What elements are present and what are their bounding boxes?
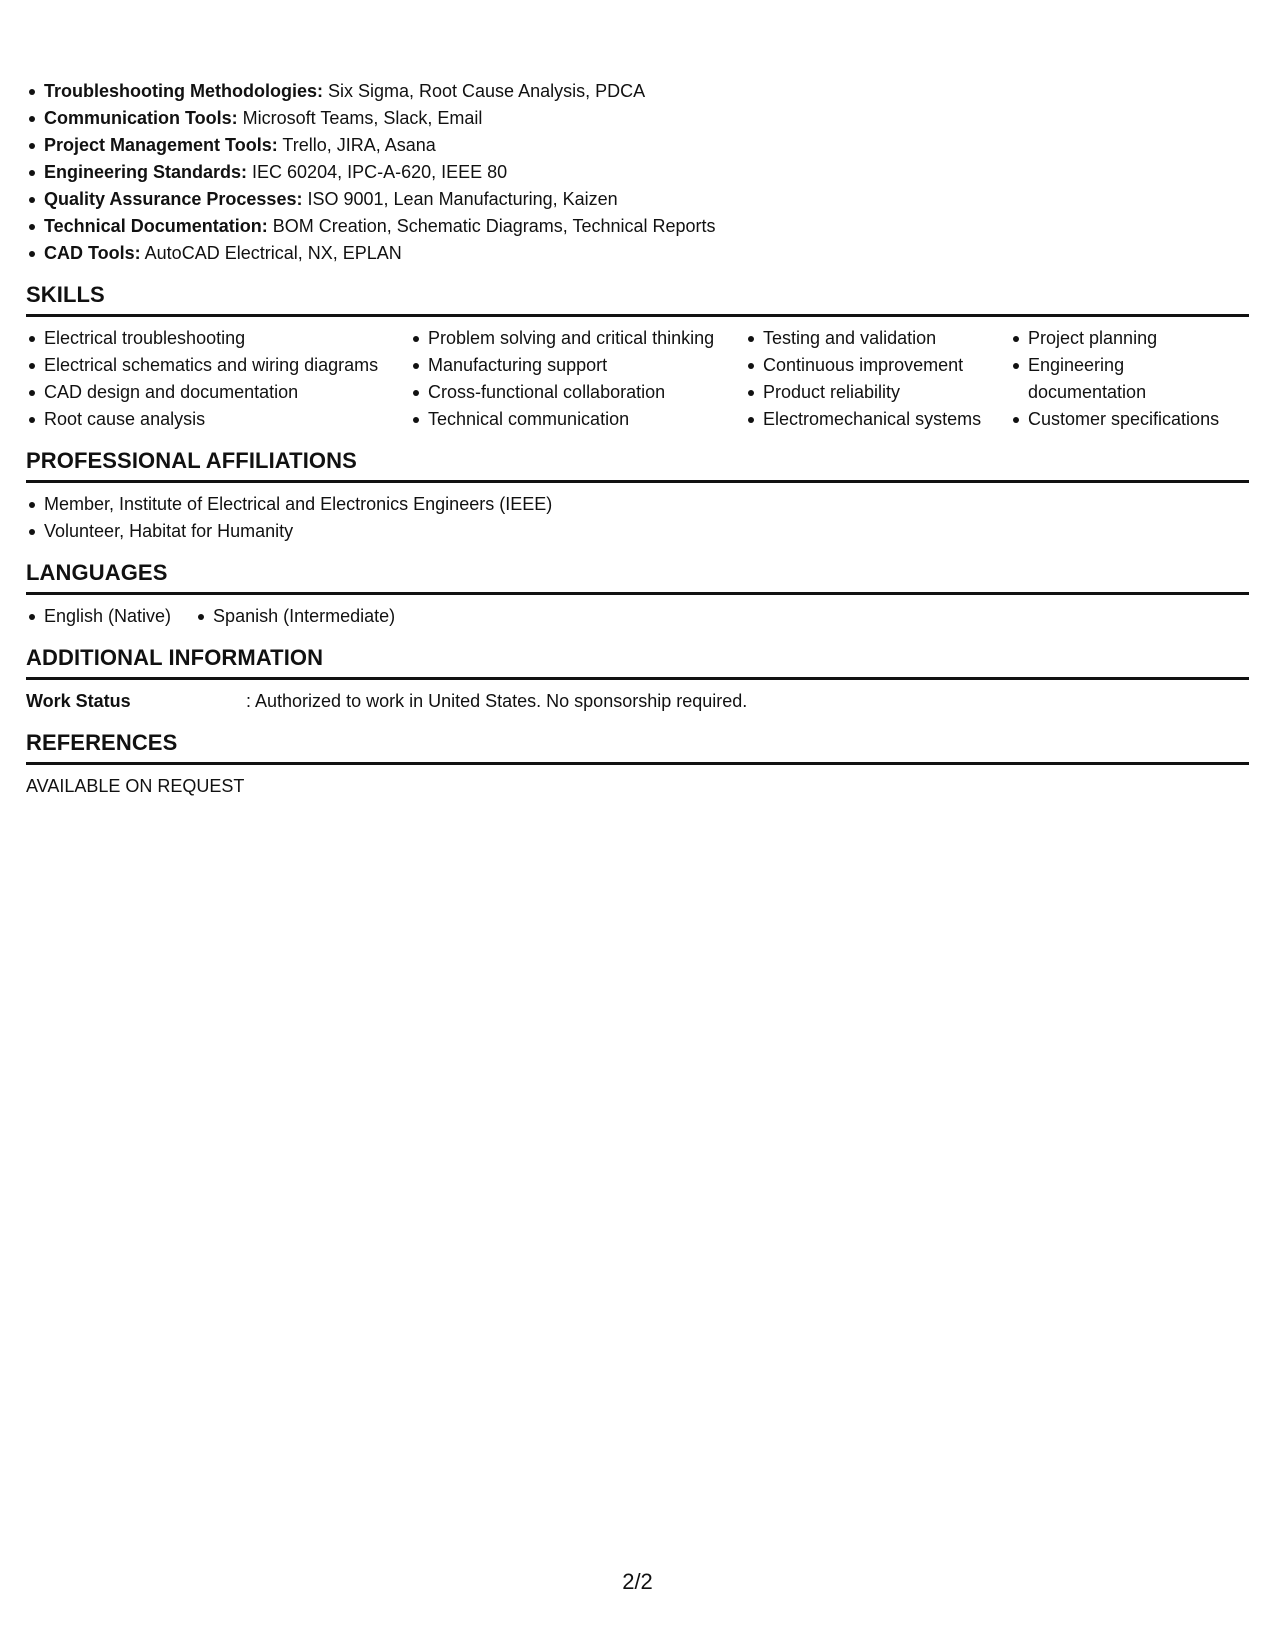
section-title: LANGUAGES — [26, 559, 1249, 595]
list-item: Electrical schematics and wiring diagrams — [26, 352, 410, 379]
tool-label: Quality Assurance Processes: — [44, 189, 303, 209]
list-item: Volunteer, Habitat for Humanity — [26, 518, 1249, 545]
tool-value: IEC 60204, IPC-A-620, IEEE 80 — [247, 162, 508, 182]
list-item: Testing and validation — [745, 325, 1010, 352]
work-status-row — [26, 680, 1249, 715]
additional-info-section — [26, 644, 1249, 715]
list-item: Continuous improvement — [745, 352, 1010, 379]
list-item — [26, 132, 1249, 159]
list-item: Customer specifications — [1010, 406, 1249, 433]
tool-label: Engineering Standards: — [44, 162, 248, 182]
list-item: Spanish (Intermediate) — [195, 603, 395, 630]
list-item: Electrical troubleshooting — [26, 325, 410, 352]
list-item: Manufacturing support — [410, 352, 745, 379]
skills-column — [745, 325, 1010, 433]
list-item — [26, 105, 1249, 132]
section-title: REFERENCES — [26, 729, 1249, 765]
resume-page — [26, 78, 1249, 800]
work-status-label: Work Status — [26, 691, 131, 711]
skills-section — [26, 281, 1249, 433]
section-title: ADDITIONAL INFORMATION — [26, 644, 1249, 680]
list-item: Product reliability — [745, 379, 1010, 406]
work-status-value: : Authorized to work in United States. No sponsorship required. — [246, 691, 748, 711]
affiliations-list — [26, 483, 1249, 545]
list-item — [26, 240, 1249, 267]
list-item — [26, 78, 1249, 105]
list-item: Member, Institute of Electrical and Electronics Engineers (IEEE) — [26, 491, 1249, 518]
skills-column — [1010, 325, 1249, 433]
section-title: PROFESSIONAL AFFILIATIONS — [26, 447, 1249, 483]
skills-column — [410, 325, 745, 433]
skills-column — [26, 325, 410, 433]
list-item: Electromechanical systems — [745, 406, 1010, 433]
list-item: Root cause analysis — [26, 406, 410, 433]
list-item: Engineering documentation — [1010, 352, 1249, 406]
list-item — [26, 186, 1249, 213]
page-number: 2/2 — [622, 1569, 653, 1594]
list-item — [26, 213, 1249, 240]
affiliations-section — [26, 447, 1249, 545]
tool-label: Communication Tools: — [44, 108, 238, 128]
tool-value: Trello, JIRA, Asana — [277, 135, 436, 155]
tool-value: BOM Creation, Schematic Diagrams, Technical Reports — [267, 216, 716, 236]
tool-label: Project Management Tools: — [44, 135, 278, 155]
tool-label: CAD Tools: — [44, 243, 141, 263]
tool-value: Microsoft Teams, Slack, Email — [237, 108, 483, 128]
tool-value: AutoCAD Electrical, NX, EPLAN — [140, 243, 402, 263]
skills-columns — [26, 317, 1249, 433]
tool-value: Six Sigma, Root Cause Analysis, PDCA — [322, 81, 646, 101]
section-title: SKILLS — [26, 281, 1249, 317]
languages-list — [26, 595, 1249, 630]
tools-list — [26, 78, 1249, 267]
tool-value: ISO 9001, Lean Manufacturing, Kaizen — [302, 189, 618, 209]
references-text: AVAILABLE ON REQUEST — [26, 776, 245, 796]
list-item: Project planning — [1010, 325, 1249, 352]
tool-label: Technical Documentation: — [44, 216, 268, 236]
tool-label: Troubleshooting Methodologies: — [44, 81, 323, 101]
list-item: Technical communication — [410, 406, 745, 433]
references-section — [26, 729, 1249, 800]
list-item: CAD design and documentation — [26, 379, 410, 406]
list-item: Cross-functional collaboration — [410, 379, 745, 406]
list-item — [26, 159, 1249, 186]
list-item: Problem solving and critical thinking — [410, 325, 745, 352]
list-item: English (Native) — [26, 603, 171, 630]
languages-section — [26, 559, 1249, 630]
